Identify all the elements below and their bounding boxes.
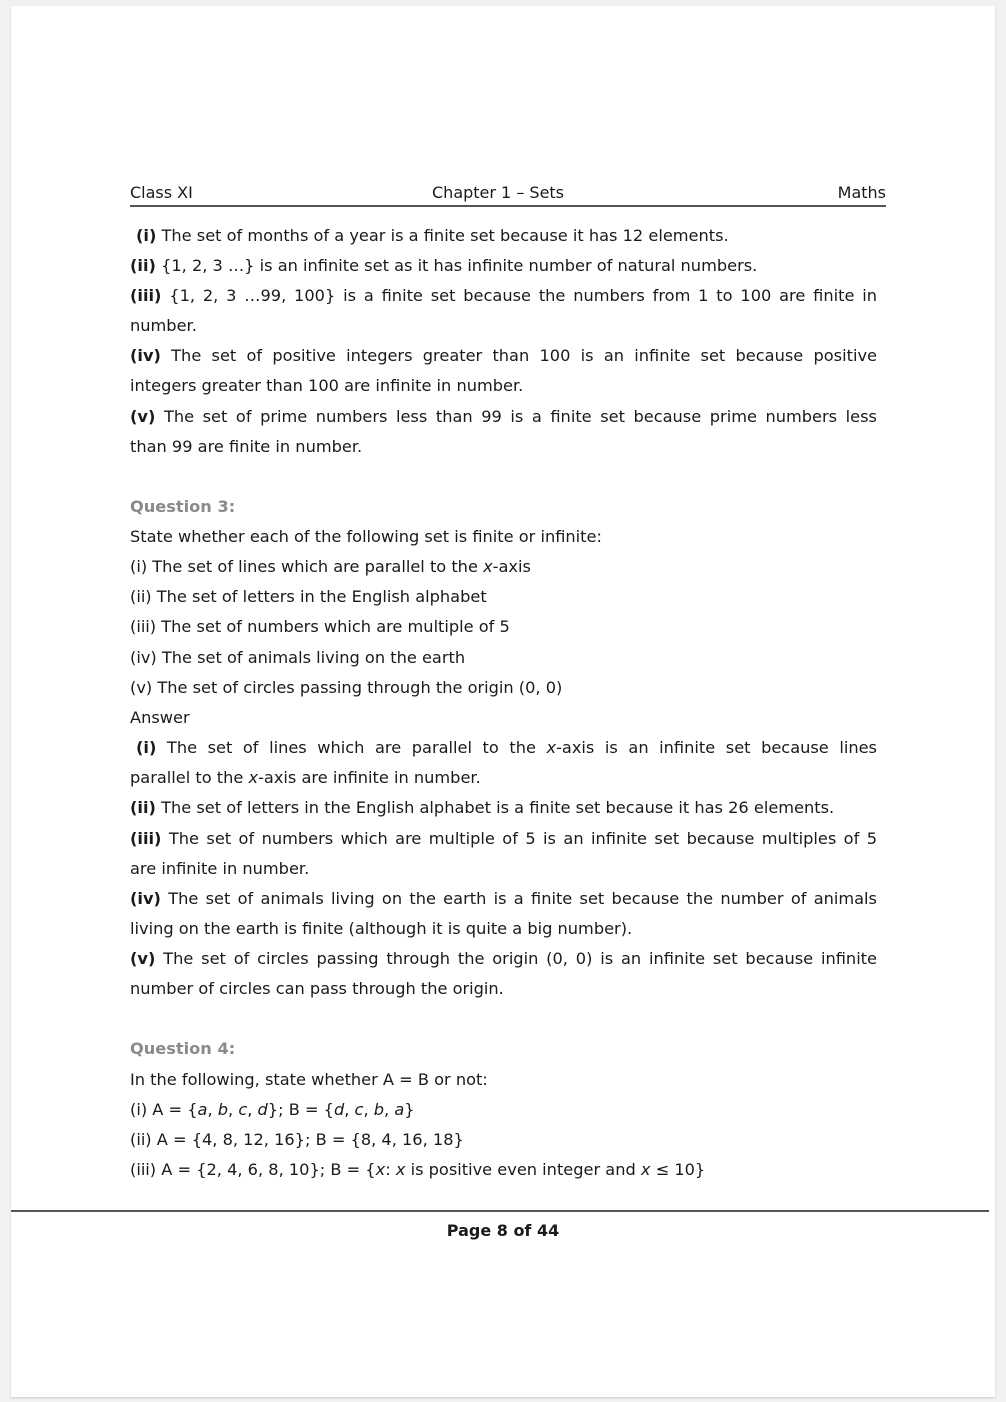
q4-item-iii: (iii) A = {2, 4, 6, 8, 10}; B = {x: x is positive even integer and x ≤ 10} — [130, 1160, 706, 1179]
q2-answer-iii-cont: number. — [130, 316, 197, 335]
page-header — [130, 183, 886, 207]
q3-answer-iii-cont: are infinite in number. — [130, 859, 310, 878]
question-3-title: Question 3: — [130, 497, 236, 516]
q3-item-i: (i) The set of lines which are parallel to the x-axis — [130, 557, 531, 576]
q3-answer-i: (i) The set of lines which are parallel to the x-axis is an infinite set because lines — [136, 738, 877, 757]
q3-answer-v-cont: number of circles can pass through the origin. — [130, 979, 504, 998]
q2-answer-ii: (ii) {1, 2, 3 …} is an infinite set as it has infinite number of natural numbers. — [130, 256, 758, 275]
question-4-title: Question 4: — [130, 1039, 236, 1058]
q4-item-ii: (ii) A = {4, 8, 12, 16}; B = {8, 4, 16, 18} — [130, 1130, 464, 1149]
footer-divider — [11, 1210, 989, 1212]
document-page — [11, 6, 995, 1397]
header-subject: Maths — [837, 183, 886, 202]
q3-answer-iii: (iii) The set of numbers which are multiple of 5 is an infinite set because multiples of 5 — [130, 829, 877, 848]
q3-answer-iv-cont: living on the earth is finite (although it is quite a big number). — [130, 919, 633, 938]
q2-answer-i: (i) The set of months of a year is a finite set because it has 12 elements. — [136, 226, 729, 245]
q3-answer-iv: (iv) The set of animals living on the earth is a finite set because the number of animals — [130, 889, 877, 908]
q2-answer-v: (v) The set of prime numbers less than 99 is a finite set because prime numbers less — [130, 407, 877, 426]
question-4-prompt: In the following, state whether A = B or not: — [130, 1070, 488, 1089]
q3-item-iii: (iii) The set of numbers which are multiple of 5 — [130, 617, 510, 636]
header-class: Class XI — [130, 183, 193, 202]
q2-answer-iii: (iii) {1, 2, 3 …99, 100} is a finite set because the numbers from 1 to 100 are finite in — [130, 286, 877, 305]
q3-item-v: (v) The set of circles passing through the origin (0, 0) — [130, 678, 563, 697]
q2-answer-v-cont: than 99 are finite in number. — [130, 437, 363, 456]
q3-answer-ii: (ii) The set of letters in the English alphabet is a finite set because it has 26 elements. — [130, 798, 835, 817]
q3-item-iv: (iv) The set of animals living on the earth — [130, 648, 466, 667]
page-number: Page 8 of 44 — [446, 1221, 560, 1240]
header-chapter: Chapter 1 – Sets — [432, 183, 565, 202]
q2-answer-iv-cont: integers greater than 100 are infinite in number. — [130, 376, 524, 395]
q3-item-ii: (ii) The set of letters in the English alphabet — [130, 587, 487, 606]
q2-answer-iv: (iv) The set of positive integers greater than 100 is an infinite set because positive — [130, 346, 877, 365]
q3-answer-v: (v) The set of circles passing through the origin (0, 0) is an infinite set because infinite — [130, 949, 877, 968]
answer-label: Answer — [130, 708, 190, 727]
q4-item-i: (i) A = {a, b, c, d}; B = {d, c, b, a} — [130, 1100, 415, 1119]
question-3-prompt: State whether each of the following set is finite or infinite: — [130, 527, 602, 546]
q3-answer-i-cont: parallel to the x-axis are infinite in number. — [130, 768, 481, 787]
